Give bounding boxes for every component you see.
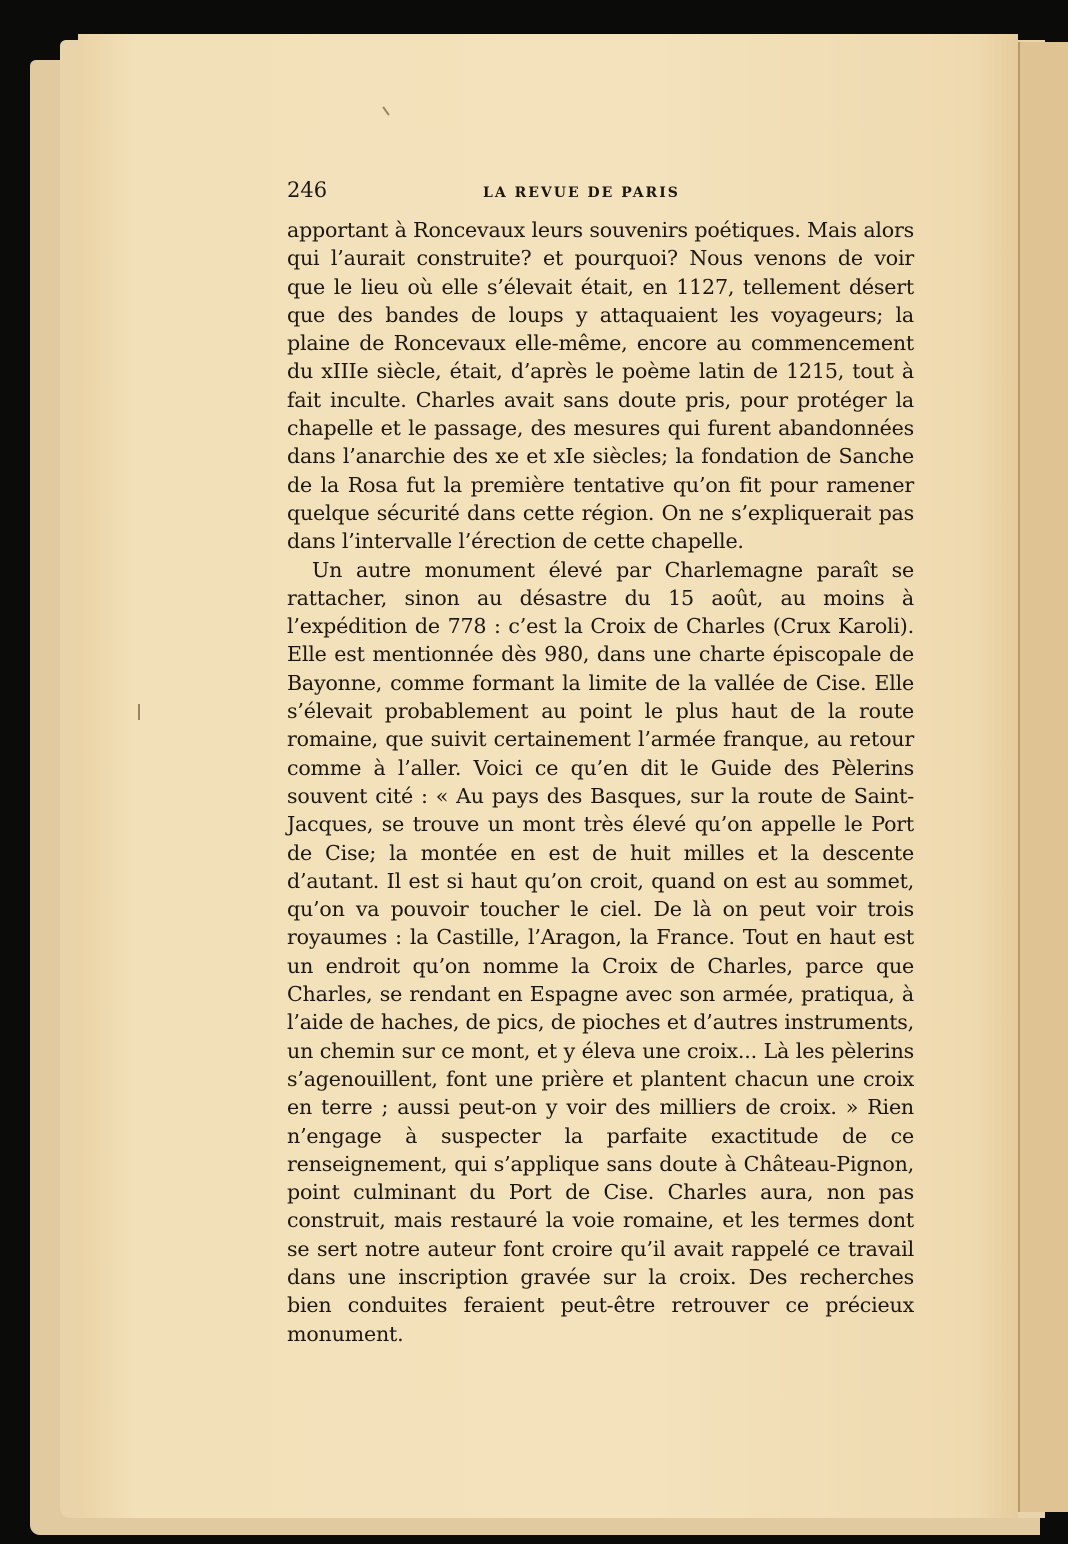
paper-speck xyxy=(382,106,389,115)
page-number: 246 xyxy=(287,178,328,202)
paragraph: Un autre monument élevé par Charlemagne paraît se rattacher, sinon au désastre du 15 août, au moins à l’expédition de 778 : c’est la Croix de Charles (Crux Karoli). Elle est mentionnée dès 980, dans une charte épiscopale de Bayonne, comme formant la limite de la vallée de Cise. Elle s’élevait probablement au point le plus haut de la route romaine, que suivit certainement l’armée franque, au retour comme à l’aller. Voici ce qu’en dit le Guide des Pèlerins souvent cité : « Au pays des Basques, sur la route de Saint-Jacques, se trouve un mont très élevé qu’on appelle le Port de Cise; la montée en est de huit milles et la descente d’autant. Il est si haut qu’on croit, quand on est au sommet, qu’on va pouvoir toucher le ciel. De là on peut voir trois royaumes : la Castille, l’Aragon, la France. Tout en haut est un endroit qu’on nomme la Croix de Charles, parce que Charles, se rendant en Espagne avec son armée, pratiqua, à l’aide de haches, de pics, de pioches et d’autres instruments, un chemin sur ce mont, et y éleva une croix... Là les pèlerins s’agenouillent, font une prière et plantent chacun une croix en terre ; aussi peut-on y voir des milliers de croix. » Rien n’engage à suspecter la parfaite exactitude de ce renseignement, qui s’applique sans doute à Château-Pignon, point culminant du Port de Cise. Charles aura, non pas construit, mais restauré la voie romaine, et les termes dont se sert notre auteur font croire qu’il avait rappelé ce travail dans une inscription gravée sur la croix. Des recherches bien conduites feraient peut-être retrouver ce précieux monument. xyxy=(287,557,914,1346)
text-block xyxy=(287,178,914,1348)
paragraph: apportant à Roncevaux leurs souvenirs poétiques. Mais alors qui l’aurait construite? et pourquoi? Nous venons de voir que le lieu où elle s’élevait était, en 1127, tellement désert que des bandes de loups y attaquaient les voyageurs; la plaine de Roncevaux elle-même, encore au commencement du xIIIe siècle, était, d’après le poème latin de 1215, tout à fait inculte. Charles avait sans doute pris, pour protéger la chapelle et le passage, des mesures qui furent abandonnées dans l’anarchie des xe et xIe siècles; la fondation de Sanche de la Rosa fut la première tentative qu’on fit pour ramener quelque sécurité dans cette région. On ne s’expliquerait pas dans l’intervalle l’érection de cette chapelle. xyxy=(287,218,914,554)
paper-speck xyxy=(138,704,140,720)
journal-title: LA REVUE DE PARIS xyxy=(483,185,680,201)
running-header xyxy=(287,178,914,216)
facing-page-edge xyxy=(1018,42,1068,1512)
